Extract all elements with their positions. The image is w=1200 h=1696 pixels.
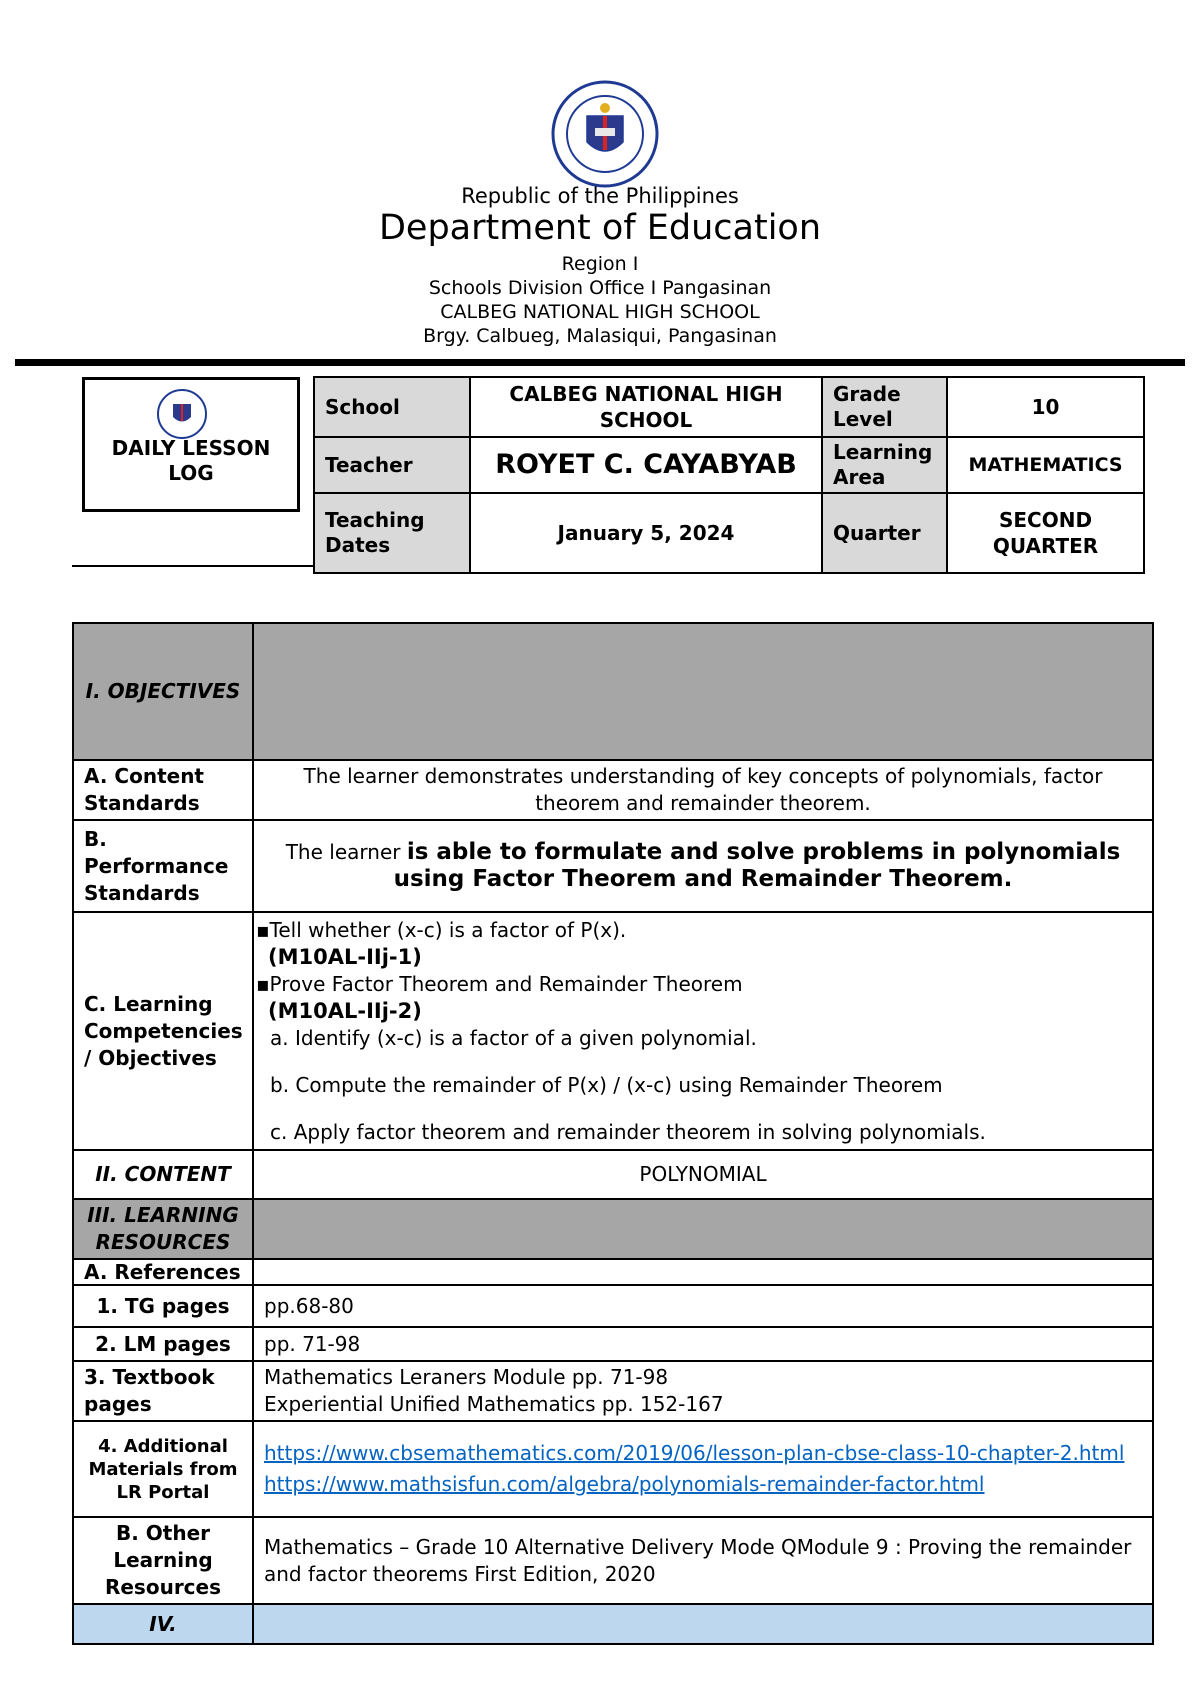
learning-resources-header: III. LEARNING RESOURCES: [73, 1199, 253, 1259]
grade-level-value: 10: [947, 377, 1144, 437]
daily-lesson-log-title: DAILY LESSON LOG: [111, 436, 271, 485]
info-underline: [72, 565, 316, 567]
deped-seal-icon: [545, 80, 665, 188]
content-section-value: POLYNOMIAL: [253, 1150, 1153, 1199]
lr-portal-link-2[interactable]: https://www.mathsisfun.com/algebra/polynomials-remainder-factor.html: [264, 1472, 985, 1496]
division-line: Schools Division Office I Pangasinan: [428, 277, 772, 299]
content-standards-label: A. Content Standards: [73, 760, 253, 820]
section-iv-blank: [253, 1604, 1153, 1644]
competency-code-1: (M10AL-IIj-1): [268, 944, 422, 969]
lr-portal-link-1[interactable]: https://www.cbsemathematics.com/2019/06/lesson-plan-cbse-class-10-chapter-2.html: [264, 1441, 1125, 1465]
other-resources-label: B. Other Learning Resources: [73, 1517, 253, 1604]
lesson-plan-table: [72, 622, 1154, 1645]
performance-standards-text: The learner is able to formulate and solve problems in polynomials using Factor Theorem and Remainder Theorem.: [253, 820, 1153, 912]
tg-pages-label: 1. TG pages: [73, 1285, 253, 1327]
lm-pages-value: pp. 71-98: [253, 1327, 1153, 1361]
teaching-dates-label: Teaching Dates: [314, 493, 470, 573]
grade-level-label: Grade Level: [822, 377, 947, 437]
additional-materials-label: 4. Additional Materials from LR Portal: [73, 1421, 253, 1517]
objective-c: c. Apply factor theorem and remainder theorem in solving polynomials.: [270, 1119, 986, 1144]
objectives-header: I. OBJECTIVES: [73, 623, 253, 760]
school-label: School: [314, 377, 470, 437]
content-standards-text: The learner demonstrates understanding of key concepts of polynomials, factor theorem and remainder theorem.: [253, 760, 1153, 820]
other-resources-value: Mathematics – Grade 10 Alternative Delivery Mode QModule 9 : Proving the remainder and factor theorems First Edition, 2020: [253, 1517, 1153, 1604]
additional-materials-links: [253, 1421, 1153, 1517]
competencies-label: C. Learning Competencies / Objectives: [73, 912, 253, 1150]
lm-pages-label: 2. LM pages: [73, 1327, 253, 1361]
content-section-label: II. CONTENT: [73, 1150, 253, 1199]
objectives-header-blank: [253, 623, 1153, 760]
competency-bullet-1: ▪Tell whether (x-c) is a factor of P(x).: [256, 917, 627, 942]
competency-code-2: (M10AL-IIj-2): [268, 998, 422, 1023]
header-divider: [15, 359, 1185, 366]
textbook-pages-value: Mathematics Leraners Module pp. 71-98 Experiential Unified Mathematics pp. 152-167: [253, 1361, 1153, 1421]
region-line: Region I: [561, 253, 639, 275]
deped-seal-small-icon: [153, 388, 211, 440]
references-label: A. References: [73, 1259, 253, 1285]
learning-area-label: Learning Area: [822, 437, 947, 493]
teacher-value: ROYET C. CAYABYAB: [470, 437, 822, 493]
daily-lesson-log-box: [82, 377, 300, 512]
lesson-info-table: [313, 376, 1145, 574]
competencies-list: [253, 912, 1153, 1150]
objective-b: b. Compute the remainder of P(x) / (x-c) using Remainder Theorem: [270, 1072, 943, 1097]
objective-a: a. Identify (x-c) is a factor of a given polynomial.: [270, 1025, 757, 1050]
department-title: Department of Education: [378, 208, 822, 248]
references-blank: [253, 1259, 1153, 1285]
learning-area-value: MATHEMATICS: [947, 437, 1144, 493]
learning-resources-blank: [253, 1199, 1153, 1259]
address-line: Brgy. Calbueg, Malasiqui, Pangasinan: [423, 325, 777, 347]
competency-bullet-2: ▪Prove Factor Theorem and Remainder Theorem: [256, 971, 743, 996]
school-value: CALBEG NATIONAL HIGH SCHOOL: [470, 377, 822, 437]
quarter-value: SECOND QUARTER: [947, 493, 1144, 573]
tg-pages-value: pp.68-80: [253, 1285, 1153, 1327]
teaching-dates-value: January 5, 2024: [470, 493, 822, 573]
quarter-label: Quarter: [822, 493, 947, 573]
section-iv-header: IV.: [73, 1604, 253, 1644]
performance-standards-label: B. Performance Standards: [73, 820, 253, 912]
republic-line: Republic of the Philippines: [461, 184, 739, 208]
textbook-pages-label: 3. Textbook pages: [73, 1361, 253, 1421]
school-line: CALBEG NATIONAL HIGH SCHOOL: [440, 301, 760, 323]
teacher-label: Teacher: [314, 437, 470, 493]
